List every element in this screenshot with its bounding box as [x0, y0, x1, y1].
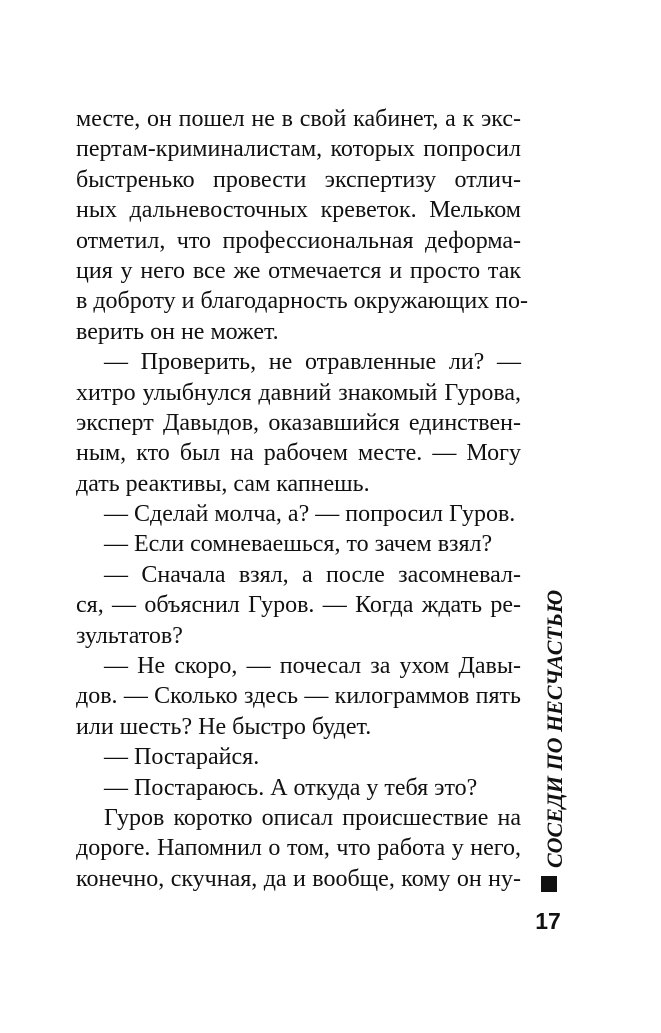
text-line: — Сделай молча, а? — попросил Гуров. [104, 501, 516, 528]
text-line: в доброту и благодарность окружающих по- [76, 288, 528, 315]
text-line: отметил, что профессиональная деформа- [76, 227, 521, 254]
text-line: — Постараюсь. А откуда у тебя это? [104, 774, 478, 801]
text-line: — Если сомневаешься, то зачем взял? [104, 531, 493, 558]
text-line: месте, он пошел не в свой кабинет, а к экс- [76, 106, 521, 132]
text-line: эксперт Давыдов, оказавшийся единствен- [76, 409, 521, 436]
text-line: конечно, скучная, да и вообще, кому он ну- [76, 865, 521, 892]
text-line: ся, — объяснил Гуров. — Когда ждать ре- [76, 592, 521, 619]
text-line: ных дальневосточных креветок. Мельком [76, 197, 521, 224]
text-line: быстренько провести экспертизу отлич- [76, 166, 521, 193]
text-line: — Сначала взял, а после засомневал- [104, 561, 521, 588]
text-line: верить он не может. [76, 318, 279, 345]
text-line: дороге. Напомнил о том, что работа у него, [76, 835, 521, 862]
text-line: дать реактивы, сам капнешь. [76, 470, 370, 497]
text-line: хитро улыбнулся давний знакомый Гурова, [76, 379, 521, 406]
square-marker-icon [541, 876, 557, 892]
text-line: или шесть? Не быстро будет. [76, 713, 372, 740]
text-line: ным, кто был на рабочем месте. — Могу [76, 440, 521, 467]
running-title-text: СОСЕДИ ПО НЕСЧАСТЬЮ [542, 589, 567, 868]
text-line: дов. — Сколько здесь — килограммов пять [76, 683, 521, 710]
body-text [76, 104, 528, 894]
text-line: — Постарайся. [104, 744, 260, 771]
text-line: зультатов? [76, 622, 183, 649]
text-line: пертам-криминалистам, которых попросил [76, 136, 521, 163]
text-line: — Не скоро, — почесал за ухом Давы- [104, 653, 521, 680]
running-title [535, 589, 575, 900]
text-line: Гуров коротко описал происшествие на [104, 804, 521, 831]
page-number: 17 [535, 908, 561, 934]
text-line: ция у него все же отмечается и просто так [76, 257, 521, 284]
text-line: — Проверить, не отравленные ли? — [104, 349, 521, 376]
